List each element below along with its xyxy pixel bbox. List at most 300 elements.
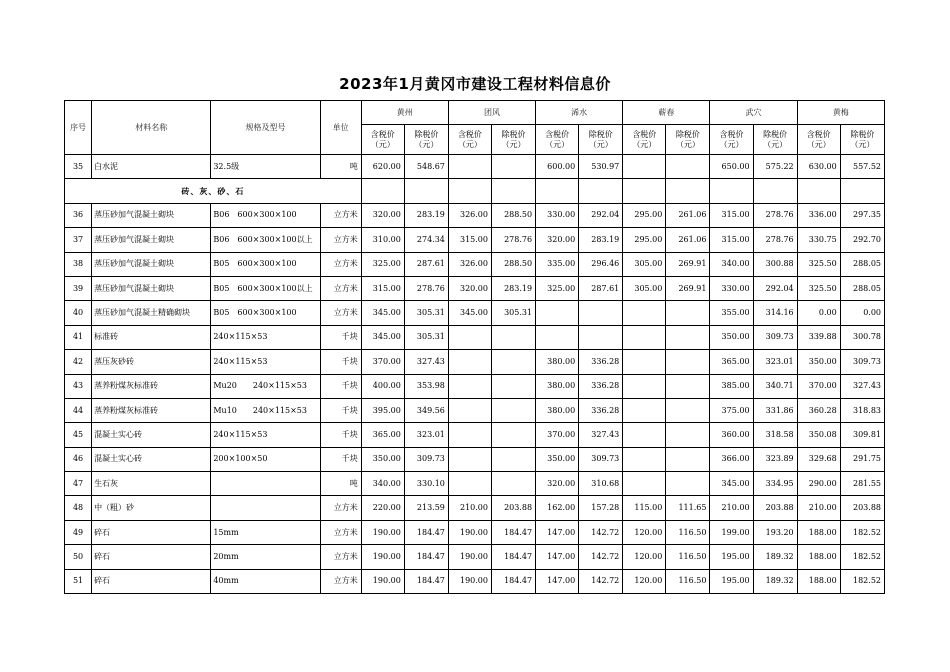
row-tax-excl-price: 292.70 bbox=[840, 228, 884, 252]
row-tax-incl-price: 190.00 bbox=[361, 569, 404, 593]
row-tax-excl-price: 331.86 bbox=[753, 398, 797, 422]
header-tax-excl-price bbox=[404, 125, 448, 155]
row-tax-excl-price: 203.88 bbox=[491, 496, 535, 520]
row-tax-excl-price: 213.59 bbox=[404, 496, 448, 520]
row-tax-incl-price: 360.28 bbox=[797, 398, 840, 422]
row-tax-incl-price: 366.00 bbox=[710, 447, 753, 471]
row-tax-incl-price: 320.00 bbox=[361, 203, 404, 227]
header-tax-incl-price bbox=[448, 125, 491, 155]
row-tax-incl-price: 195.00 bbox=[710, 569, 753, 593]
row-tax-excl-price bbox=[491, 472, 535, 496]
row-spec: 40mm bbox=[211, 569, 320, 593]
row-tax-incl-price: 210.00 bbox=[797, 496, 840, 520]
row-tax-incl-price bbox=[536, 325, 579, 349]
header-currency-label: （元） bbox=[763, 139, 788, 149]
row-unit: 立方米 bbox=[320, 276, 361, 300]
row-tax-incl-price: 370.00 bbox=[536, 423, 579, 447]
row-tax-excl-price bbox=[666, 325, 710, 349]
row-tax-incl-price: 350.00 bbox=[710, 325, 753, 349]
header-city-tuanfeng: 团风 bbox=[448, 101, 535, 125]
empty-cell bbox=[361, 179, 404, 203]
row-tax-incl-price: 190.00 bbox=[448, 520, 491, 544]
header-city-wuxue: 武穴 bbox=[710, 101, 797, 125]
row-tax-excl-price: 334.95 bbox=[753, 472, 797, 496]
row-tax-excl-price: 278.76 bbox=[753, 228, 797, 252]
row-spec: B06 600×300×100以上 bbox=[211, 228, 320, 252]
empty-cell bbox=[404, 179, 448, 203]
row-tax-excl-price: 309.73 bbox=[840, 350, 884, 374]
row-spec bbox=[211, 472, 320, 496]
row-tax-excl-price: 327.43 bbox=[840, 374, 884, 398]
row-material-name: 碎石 bbox=[92, 569, 211, 593]
row-tax-excl-price: 281.55 bbox=[840, 472, 884, 496]
row-tax-excl-price bbox=[491, 374, 535, 398]
row-tax-incl-price: 350.00 bbox=[797, 350, 840, 374]
table-row bbox=[65, 496, 885, 520]
header-tax-excl-price bbox=[666, 125, 710, 155]
header-tax-incl-label: 含税价 bbox=[719, 129, 744, 139]
row-tax-incl-price: 340.00 bbox=[710, 252, 753, 276]
row-tax-excl-price: 323.01 bbox=[404, 423, 448, 447]
row-material-name: 白水泥 bbox=[92, 155, 211, 179]
row-tax-incl-price: 315.00 bbox=[710, 203, 753, 227]
header-tax-excl-label: 除税价 bbox=[763, 129, 788, 139]
row-unit: 千块 bbox=[320, 325, 361, 349]
row-spec: 240×115×53 bbox=[211, 350, 320, 374]
row-tax-excl-price bbox=[491, 398, 535, 422]
row-spec: 15mm bbox=[211, 520, 320, 544]
table-row bbox=[65, 203, 885, 227]
row-unit: 吨 bbox=[320, 472, 361, 496]
row-tax-incl-price: 320.00 bbox=[448, 276, 491, 300]
header-spec: 规格及型号 bbox=[211, 101, 320, 155]
header-currency-label: （元） bbox=[806, 139, 831, 149]
row-tax-incl-price: 190.00 bbox=[448, 569, 491, 593]
row-tax-incl-price: 320.00 bbox=[536, 472, 579, 496]
header-tax-excl-label: 除税价 bbox=[588, 129, 613, 139]
row-material-name: 碎石 bbox=[92, 545, 211, 569]
row-tax-incl-price: 650.00 bbox=[710, 155, 753, 179]
table-row bbox=[65, 569, 885, 593]
row-unit: 千块 bbox=[320, 350, 361, 374]
row-tax-incl-price: 210.00 bbox=[448, 496, 491, 520]
row-tax-excl-price: 182.52 bbox=[840, 545, 884, 569]
row-tax-incl-price bbox=[448, 155, 491, 179]
row-material-name: 蒸养粉煤灰标准砖 bbox=[92, 398, 211, 422]
row-tax-incl-price: 345.00 bbox=[361, 301, 404, 325]
row-seq: 47 bbox=[65, 472, 92, 496]
row-tax-excl-price: 261.06 bbox=[666, 228, 710, 252]
row-tax-excl-price: 116.50 bbox=[666, 520, 710, 544]
row-unit: 立方米 bbox=[320, 545, 361, 569]
row-spec: 20mm bbox=[211, 545, 320, 569]
header-tax-incl-price bbox=[710, 125, 753, 155]
table-row bbox=[65, 325, 885, 349]
row-spec: 240×115×53 bbox=[211, 423, 320, 447]
row-seq: 51 bbox=[65, 569, 92, 593]
row-tax-incl-price: 325.50 bbox=[797, 276, 840, 300]
row-tax-excl-price: 111.65 bbox=[666, 496, 710, 520]
header-tax-incl-price bbox=[536, 125, 579, 155]
header-tax-excl-label: 除税价 bbox=[675, 129, 700, 139]
row-tax-excl-price: 278.76 bbox=[404, 276, 448, 300]
row-unit: 千块 bbox=[320, 423, 361, 447]
row-tax-excl-price: 184.47 bbox=[404, 545, 448, 569]
row-material-name: 蒸压砂加气混凝土砌块 bbox=[92, 203, 211, 227]
row-tax-incl-price bbox=[623, 423, 666, 447]
row-tax-excl-price bbox=[491, 447, 535, 471]
row-tax-incl-price: 400.00 bbox=[361, 374, 404, 398]
row-seq: 42 bbox=[65, 350, 92, 374]
row-seq: 43 bbox=[65, 374, 92, 398]
row-tax-incl-price: 190.00 bbox=[448, 545, 491, 569]
row-unit: 立方米 bbox=[320, 301, 361, 325]
row-seq: 41 bbox=[65, 325, 92, 349]
table-row bbox=[65, 545, 885, 569]
row-tax-incl-price: 220.00 bbox=[361, 496, 404, 520]
header-city-qichun: 蕲春 bbox=[623, 101, 710, 125]
row-tax-incl-price: 147.00 bbox=[536, 545, 579, 569]
row-material-name: 中（粗）砂 bbox=[92, 496, 211, 520]
row-tax-incl-price: 147.00 bbox=[536, 569, 579, 593]
row-tax-excl-price bbox=[666, 423, 710, 447]
row-tax-incl-price: 199.00 bbox=[710, 520, 753, 544]
row-tax-excl-price: 330.10 bbox=[404, 472, 448, 496]
row-spec: 200×100×50 bbox=[211, 447, 320, 471]
row-tax-incl-price: 305.00 bbox=[623, 252, 666, 276]
header-tax-excl-label: 除税价 bbox=[414, 129, 439, 139]
row-tax-excl-price: 323.89 bbox=[753, 447, 797, 471]
table-row bbox=[65, 276, 885, 300]
section-row bbox=[65, 179, 885, 203]
row-tax-excl-price: 297.35 bbox=[840, 203, 884, 227]
row-tax-excl-price: 288.05 bbox=[840, 276, 884, 300]
row-tax-excl-price: 305.31 bbox=[404, 301, 448, 325]
row-tax-excl-price: 336.28 bbox=[579, 398, 623, 422]
price-table-body bbox=[65, 101, 885, 594]
header-currency-label: （元） bbox=[370, 139, 395, 149]
row-tax-excl-price: 116.50 bbox=[666, 545, 710, 569]
row-tax-incl-price: 210.00 bbox=[710, 496, 753, 520]
header-city-huangmei: 黄梅 bbox=[797, 101, 884, 125]
table-row bbox=[65, 472, 885, 496]
row-tax-excl-price bbox=[666, 447, 710, 471]
row-unit: 立方米 bbox=[320, 520, 361, 544]
row-tax-excl-price: 557.52 bbox=[840, 155, 884, 179]
empty-cell bbox=[491, 179, 535, 203]
row-tax-excl-price bbox=[491, 155, 535, 179]
header-currency-label: （元） bbox=[588, 139, 613, 149]
row-tax-excl-price: 142.72 bbox=[579, 545, 623, 569]
row-tax-incl-price: 115.00 bbox=[623, 496, 666, 520]
row-tax-excl-price bbox=[491, 325, 535, 349]
header-tax-incl-label: 含税价 bbox=[370, 129, 395, 139]
header-tax-excl-label: 除税价 bbox=[501, 129, 526, 139]
row-tax-excl-price: 300.78 bbox=[840, 325, 884, 349]
row-tax-incl-price: 325.00 bbox=[361, 252, 404, 276]
row-tax-excl-price bbox=[666, 472, 710, 496]
row-tax-excl-price: 318.58 bbox=[753, 423, 797, 447]
header-tax-incl-price bbox=[623, 125, 666, 155]
row-tax-incl-price: 330.00 bbox=[710, 276, 753, 300]
header-unit: 单位 bbox=[320, 101, 361, 155]
row-material-name: 碎石 bbox=[92, 520, 211, 544]
row-tax-incl-price bbox=[623, 447, 666, 471]
row-unit: 立方米 bbox=[320, 496, 361, 520]
empty-cell bbox=[666, 179, 710, 203]
row-tax-excl-price: 340.71 bbox=[753, 374, 797, 398]
row-tax-incl-price: 620.00 bbox=[361, 155, 404, 179]
row-tax-incl-price: 120.00 bbox=[623, 545, 666, 569]
row-tax-incl-price: 339.88 bbox=[797, 325, 840, 349]
row-tax-incl-price: 305.00 bbox=[623, 276, 666, 300]
row-tax-excl-price: 261.06 bbox=[666, 203, 710, 227]
row-tax-incl-price: 326.00 bbox=[448, 252, 491, 276]
row-tax-excl-price: 184.47 bbox=[404, 569, 448, 593]
row-tax-incl-price: 162.00 bbox=[536, 496, 579, 520]
row-tax-incl-price: 190.00 bbox=[361, 520, 404, 544]
empty-cell bbox=[623, 179, 666, 203]
row-tax-incl-price: 295.00 bbox=[623, 228, 666, 252]
table-row bbox=[65, 301, 885, 325]
row-tax-excl-price: 309.73 bbox=[404, 447, 448, 471]
row-tax-incl-price bbox=[623, 301, 666, 325]
row-spec: Mu20 240×115×53 bbox=[211, 374, 320, 398]
row-seq: 37 bbox=[65, 228, 92, 252]
header-tax-incl-label: 含税价 bbox=[806, 129, 831, 139]
row-spec: B06 600×300×100 bbox=[211, 203, 320, 227]
row-unit: 立方米 bbox=[320, 252, 361, 276]
header-tax-excl-price bbox=[491, 125, 535, 155]
row-tax-excl-price: 310.68 bbox=[579, 472, 623, 496]
section-heading: 砖、灰、砂、石 bbox=[65, 179, 362, 203]
row-tax-excl-price bbox=[491, 423, 535, 447]
row-unit: 千块 bbox=[320, 374, 361, 398]
row-tax-incl-price: 188.00 bbox=[797, 520, 840, 544]
row-tax-incl-price bbox=[623, 325, 666, 349]
row-tax-incl-price bbox=[623, 374, 666, 398]
row-tax-excl-price: 327.43 bbox=[579, 423, 623, 447]
header-currency-label: （元） bbox=[457, 139, 482, 149]
row-tax-excl-price bbox=[579, 325, 623, 349]
row-tax-excl-price bbox=[666, 155, 710, 179]
row-tax-excl-price: 300.88 bbox=[753, 252, 797, 276]
price-table bbox=[64, 100, 885, 594]
row-tax-excl-price: 203.88 bbox=[753, 496, 797, 520]
row-tax-excl-price: 287.61 bbox=[404, 252, 448, 276]
table-row bbox=[65, 447, 885, 471]
empty-cell bbox=[536, 179, 579, 203]
row-spec: B05 600×300×100 bbox=[211, 301, 320, 325]
row-tax-excl-price: 353.98 bbox=[404, 374, 448, 398]
row-tax-excl-price: 278.76 bbox=[753, 203, 797, 227]
row-spec bbox=[211, 496, 320, 520]
row-spec: Mu10 240×115×53 bbox=[211, 398, 320, 422]
row-tax-incl-price: 355.00 bbox=[710, 301, 753, 325]
row-tax-incl-price: 315.00 bbox=[710, 228, 753, 252]
row-tax-incl-price bbox=[448, 350, 491, 374]
row-material-name: 蒸压砂加气混凝土精确砌块 bbox=[92, 301, 211, 325]
row-tax-incl-price: 360.00 bbox=[710, 423, 753, 447]
row-tax-excl-price: 269.91 bbox=[666, 276, 710, 300]
header-tax-excl-label: 除税价 bbox=[850, 129, 875, 139]
empty-cell bbox=[448, 179, 491, 203]
row-tax-excl-price bbox=[491, 350, 535, 374]
row-tax-incl-price: 147.00 bbox=[536, 520, 579, 544]
row-material-name: 蒸养粉煤灰标准砖 bbox=[92, 374, 211, 398]
table-row bbox=[65, 398, 885, 422]
row-tax-incl-price bbox=[448, 423, 491, 447]
row-seq: 44 bbox=[65, 398, 92, 422]
empty-cell bbox=[840, 179, 884, 203]
row-material-name: 蒸压砂加气混凝土砌块 bbox=[92, 228, 211, 252]
table-row bbox=[65, 350, 885, 374]
header-tax-excl-price bbox=[840, 125, 884, 155]
row-seq: 49 bbox=[65, 520, 92, 544]
row-tax-excl-price: 283.19 bbox=[491, 276, 535, 300]
row-tax-incl-price: 310.00 bbox=[361, 228, 404, 252]
row-tax-incl-price: 350.00 bbox=[361, 447, 404, 471]
header-tax-incl-label: 含税价 bbox=[457, 129, 482, 139]
row-tax-excl-price: 0.00 bbox=[840, 301, 884, 325]
table-row bbox=[65, 423, 885, 447]
row-tax-incl-price: 0.00 bbox=[797, 301, 840, 325]
page-title: 2023年1月黄冈市建设工程材料信息价 bbox=[339, 75, 611, 93]
row-tax-excl-price: 309.73 bbox=[753, 325, 797, 349]
row-tax-incl-price: 188.00 bbox=[797, 569, 840, 593]
header-currency-label: （元） bbox=[545, 139, 570, 149]
row-tax-incl-price bbox=[623, 398, 666, 422]
row-tax-incl-price: 385.00 bbox=[710, 374, 753, 398]
table-row bbox=[65, 155, 885, 179]
row-material-name: 生石灰 bbox=[92, 472, 211, 496]
header-currency-label: （元） bbox=[501, 139, 526, 149]
row-tax-excl-price: 157.28 bbox=[579, 496, 623, 520]
row-tax-excl-price: 318.83 bbox=[840, 398, 884, 422]
row-spec: B05 600×300×100以上 bbox=[211, 276, 320, 300]
row-tax-incl-price: 326.00 bbox=[448, 203, 491, 227]
row-material-name: 蒸压砂加气混凝土砌块 bbox=[92, 276, 211, 300]
row-tax-incl-price: 395.00 bbox=[361, 398, 404, 422]
row-tax-incl-price: 345.00 bbox=[710, 472, 753, 496]
table-row bbox=[65, 228, 885, 252]
row-tax-excl-price: 283.19 bbox=[404, 203, 448, 227]
row-tax-incl-price: 345.00 bbox=[448, 301, 491, 325]
header-currency-label: （元） bbox=[675, 139, 700, 149]
row-tax-excl-price: 193.20 bbox=[753, 520, 797, 544]
row-tax-incl-price: 365.00 bbox=[361, 423, 404, 447]
row-tax-incl-price bbox=[623, 155, 666, 179]
table-row bbox=[65, 374, 885, 398]
row-unit: 立方米 bbox=[320, 569, 361, 593]
row-tax-excl-price: 288.50 bbox=[491, 252, 535, 276]
row-tax-incl-price: 600.00 bbox=[536, 155, 579, 179]
empty-cell bbox=[579, 179, 623, 203]
row-tax-incl-price: 375.00 bbox=[710, 398, 753, 422]
row-tax-excl-price: 283.19 bbox=[579, 228, 623, 252]
row-tax-incl-price: 325.00 bbox=[536, 276, 579, 300]
row-tax-incl-price: 330.75 bbox=[797, 228, 840, 252]
row-tax-excl-price: 189.32 bbox=[753, 569, 797, 593]
row-unit: 千块 bbox=[320, 398, 361, 422]
row-tax-excl-price: 291.75 bbox=[840, 447, 884, 471]
row-tax-incl-price bbox=[623, 350, 666, 374]
row-tax-excl-price bbox=[666, 398, 710, 422]
header-currency-label: （元） bbox=[632, 139, 657, 149]
row-seq: 40 bbox=[65, 301, 92, 325]
row-tax-excl-price: 184.47 bbox=[491, 545, 535, 569]
row-tax-excl-price: 184.47 bbox=[491, 520, 535, 544]
header-city-xishui: 浠水 bbox=[536, 101, 623, 125]
header-currency-label: （元） bbox=[719, 139, 744, 149]
row-tax-excl-price: 309.73 bbox=[579, 447, 623, 471]
row-unit: 立方米 bbox=[320, 228, 361, 252]
row-tax-excl-price bbox=[666, 301, 710, 325]
row-tax-incl-price: 340.00 bbox=[361, 472, 404, 496]
row-tax-excl-price bbox=[666, 350, 710, 374]
row-tax-excl-price: 278.76 bbox=[491, 228, 535, 252]
header-tax-incl-label: 含税价 bbox=[545, 129, 570, 139]
row-tax-incl-price bbox=[448, 472, 491, 496]
row-tax-incl-price: 120.00 bbox=[623, 520, 666, 544]
row-tax-incl-price: 336.00 bbox=[797, 203, 840, 227]
row-tax-incl-price: 315.00 bbox=[448, 228, 491, 252]
row-seq: 48 bbox=[65, 496, 92, 520]
row-seq: 45 bbox=[65, 423, 92, 447]
row-tax-excl-price: 184.47 bbox=[404, 520, 448, 544]
row-tax-incl-price: 295.00 bbox=[623, 203, 666, 227]
row-tax-excl-price: 323.01 bbox=[753, 350, 797, 374]
row-tax-incl-price: 370.00 bbox=[797, 374, 840, 398]
row-tax-excl-price: 184.47 bbox=[491, 569, 535, 593]
header-currency-label: （元） bbox=[850, 139, 875, 149]
table-row bbox=[65, 252, 885, 276]
row-material-name: 蒸压砂加气混凝土砌块 bbox=[92, 252, 211, 276]
row-seq: 38 bbox=[65, 252, 92, 276]
row-tax-excl-price: 530.97 bbox=[579, 155, 623, 179]
header-tax-incl-label: 含税价 bbox=[632, 129, 657, 139]
row-tax-incl-price: 380.00 bbox=[536, 350, 579, 374]
row-tax-excl-price bbox=[579, 301, 623, 325]
row-tax-excl-price: 349.56 bbox=[404, 398, 448, 422]
header-seq: 序号 bbox=[65, 101, 92, 155]
row-tax-incl-price: 335.00 bbox=[536, 252, 579, 276]
row-tax-excl-price: 142.72 bbox=[579, 520, 623, 544]
row-tax-incl-price: 315.00 bbox=[361, 276, 404, 300]
row-tax-incl-price: 290.00 bbox=[797, 472, 840, 496]
row-tax-excl-price: 274.34 bbox=[404, 228, 448, 252]
row-tax-excl-price: 336.28 bbox=[579, 374, 623, 398]
header-row-cities bbox=[65, 101, 885, 125]
row-tax-incl-price: 370.00 bbox=[361, 350, 404, 374]
row-seq: 46 bbox=[65, 447, 92, 471]
header-tax-incl-price bbox=[361, 125, 404, 155]
row-tax-incl-price bbox=[448, 374, 491, 398]
row-tax-incl-price bbox=[623, 472, 666, 496]
row-tax-excl-price: 269.91 bbox=[666, 252, 710, 276]
row-tax-incl-price bbox=[448, 447, 491, 471]
row-unit: 千块 bbox=[320, 447, 361, 471]
row-seq: 35 bbox=[65, 155, 92, 179]
row-material-name: 混凝土实心砖 bbox=[92, 447, 211, 471]
row-tax-incl-price: 350.08 bbox=[797, 423, 840, 447]
header-material-name: 材料名称 bbox=[92, 101, 211, 155]
row-seq: 50 bbox=[65, 545, 92, 569]
row-material-name: 混凝土实心砖 bbox=[92, 423, 211, 447]
row-tax-incl-price: 345.00 bbox=[361, 325, 404, 349]
row-tax-excl-price: 116.50 bbox=[666, 569, 710, 593]
row-tax-incl-price bbox=[536, 301, 579, 325]
